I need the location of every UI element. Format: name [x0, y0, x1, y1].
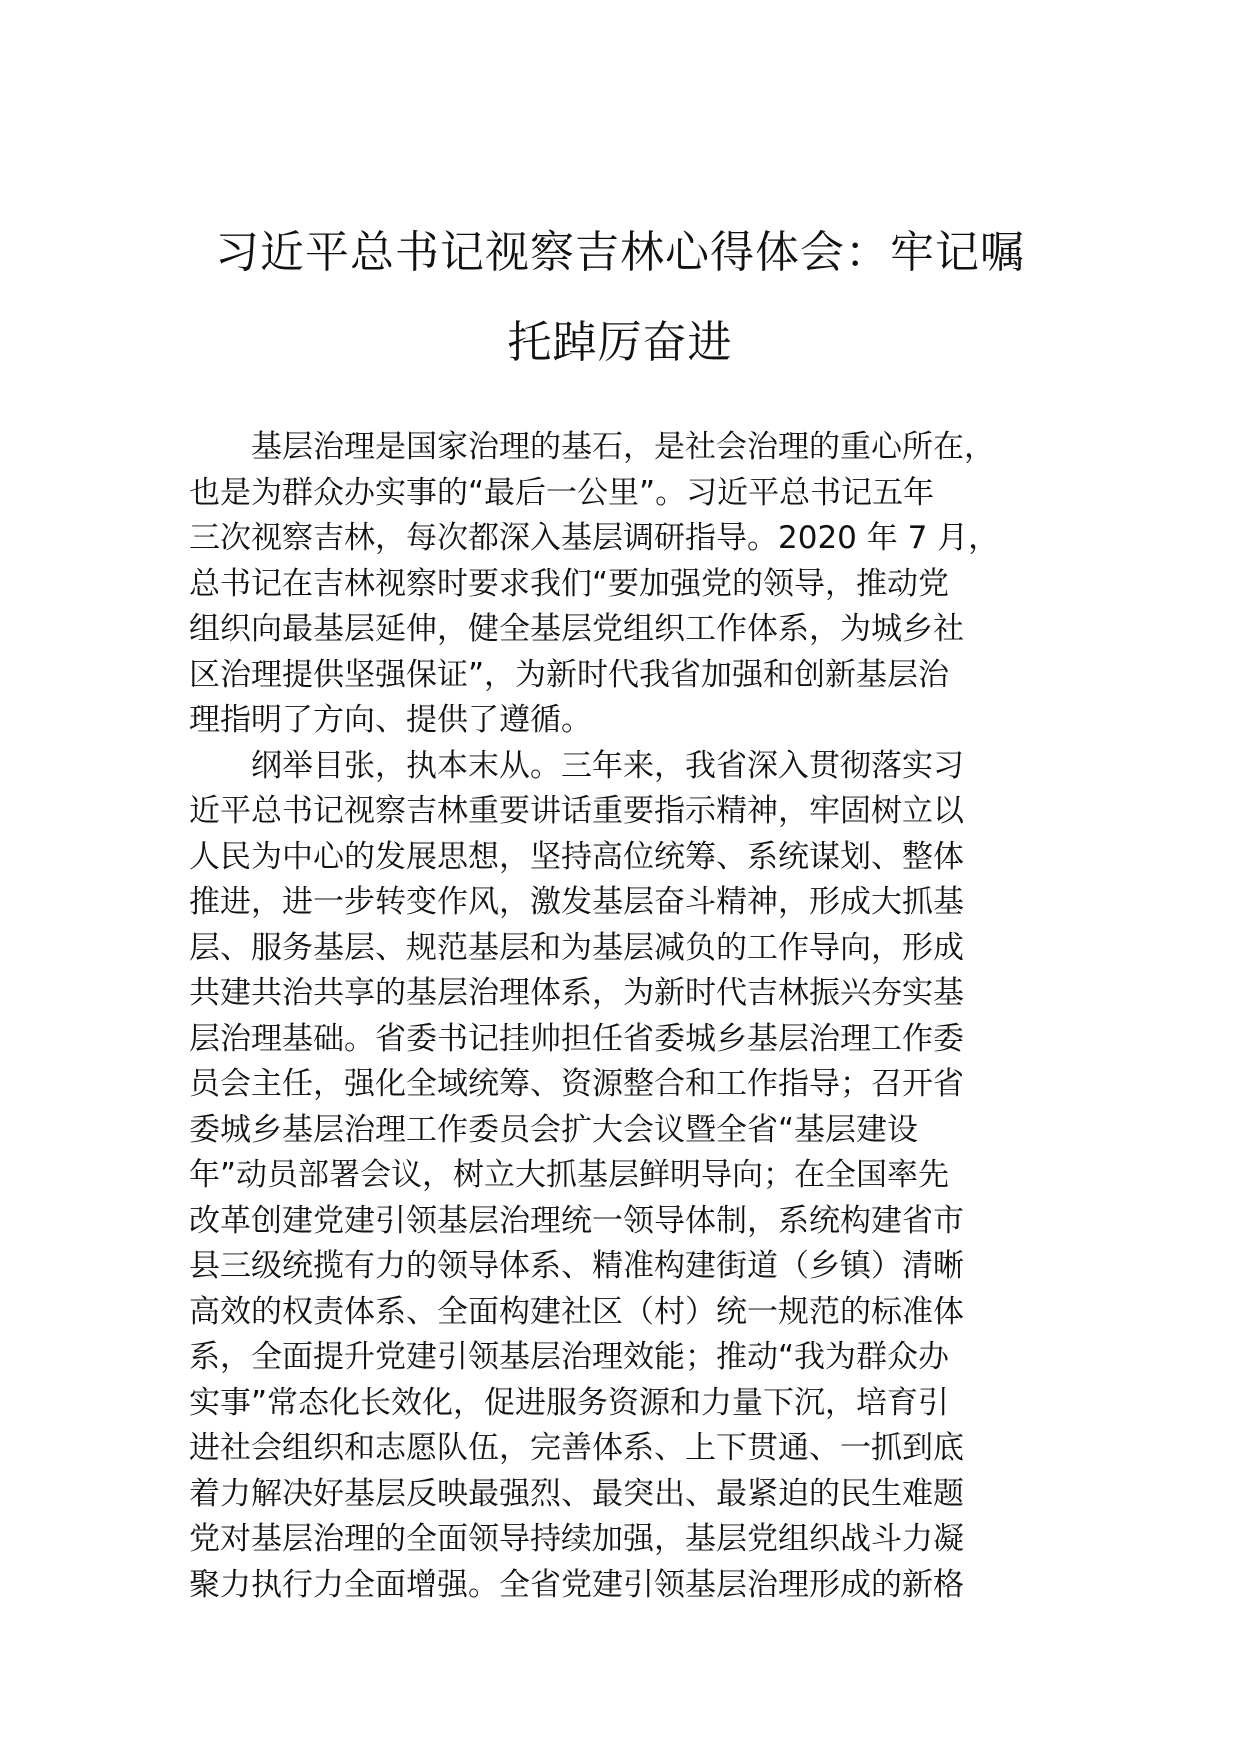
body-line: 县三级统揽有力的领导体系、精准构建街道（乡镇）清晰 [189, 1248, 964, 1284]
body-line: 层、服务基层、规范基层和为基层减负的工作导向，形成 [189, 929, 964, 966]
title-line: 习近平总书记视察吉林心得体会：牢记嘱 [215, 227, 1025, 278]
body-line: 高效的权责体系、全面构建社区（村）统一规范的标准体 [189, 1293, 964, 1330]
body-line: 近平总书记视察吉林重要讲话重要指示精神，牢固树立以 [189, 793, 964, 829]
body-line: 组织向最基层延伸，健全基层党组织工作体系，为城乡社 [189, 611, 964, 647]
body-line: 理指明了方向、提供了遵循。 [189, 702, 592, 738]
body-line: 推进，进一步转变作风，激发基层奋斗精神，形成大抓基 [189, 884, 964, 920]
body-line: 总书记在吉林视察时要求我们“要加强党的领导，推动党 [189, 565, 950, 602]
body-line: 三次视察吉林，每次都深入基层调研指导。2020 年 7 月， [189, 520, 1000, 556]
body-line: 实事”常态化长效化，促进服务资源和力量下沉，培育引 [189, 1384, 950, 1421]
body-line: 改革创建党建引领基层治理统一领导体制，系统构建省市 [189, 1202, 964, 1239]
body-line: 基层治理是国家治理的基石，是社会治理的重心所在， [189, 429, 995, 465]
body-line: 年”动员部署会议，树立大抓基层鲜明导向；在全国率先 [189, 1157, 950, 1193]
body-line: 纲举目张，执本末从。三年来，我省深入贯彻落实习 [189, 747, 964, 784]
body-line: 委城乡基层治理工作委员会扩大会议暨全省“基层建设 [189, 1111, 919, 1148]
body-line: 层治理基础。省委书记挂帅担任省委城乡基层治理工作委 [189, 1020, 964, 1057]
body-line: 党对基层治理的全面领导持续加强，基层党组织战斗力凝 [189, 1521, 964, 1557]
document-title [180, 208, 1060, 388]
title-line: 托踔厉奋进 [507, 317, 733, 368]
body-line: 区治理提供坚强保证”，为新时代我省加强和创新基层治 [189, 656, 950, 693]
body-line: 进社会组织和志愿队伍，完善体系、上下贯通、一抓到底 [189, 1430, 964, 1466]
body-line: 聚力执行力全面增强。全省党建引领基层治理形成的新格 [189, 1566, 964, 1603]
body-line: 也是为群众办实事的“最后一公里”。习近平总书记五年 [189, 474, 935, 511]
document-body [189, 425, 1069, 1608]
body-line: 员会主任，强化全域统筹、资源整合和工作指导；召开省 [189, 1066, 964, 1102]
body-line: 系，全面提升党建引领基层治理效能；推动“我为群众办 [189, 1339, 950, 1375]
body-line: 共建共治共享的基层治理体系，为新时代吉林振兴夯实基 [189, 975, 964, 1011]
body-line: 人民为中心的发展思想，坚持高位统筹、系统谋划、整体 [189, 838, 964, 875]
body-line: 着力解决好基层反映最强烈、最突出、最紧迫的民生难题 [189, 1475, 964, 1512]
